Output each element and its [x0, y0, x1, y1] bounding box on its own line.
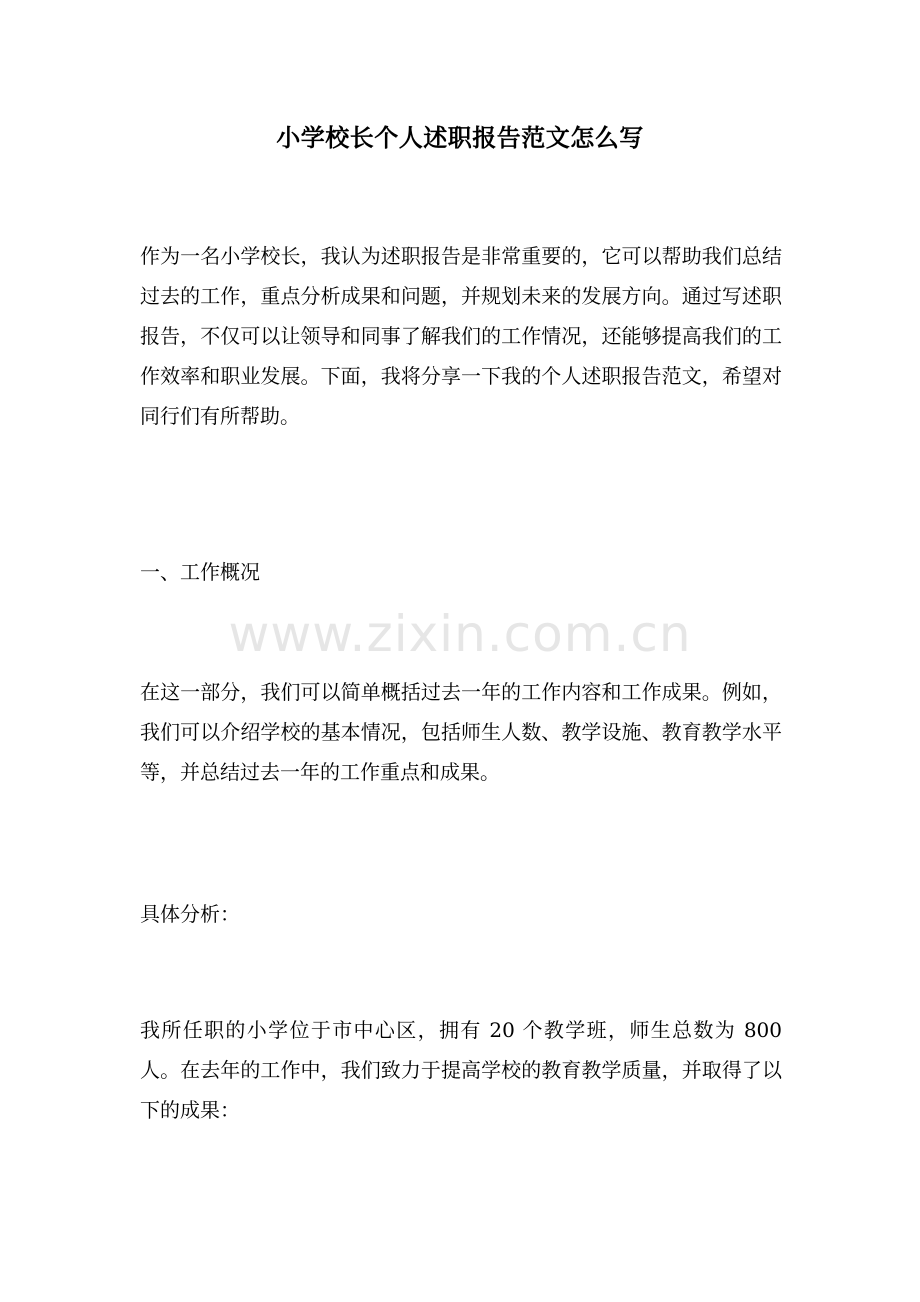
watermark-text: www.zixin.com.cn	[228, 605, 692, 663]
section1-heading: 一、工作概况	[140, 560, 260, 584]
analysis-heading: 具体分析：	[140, 902, 240, 926]
intro-paragraph: 作为一名小学校长，我认为述职报告是非常重要的，它可以帮助我们总结过去的工作，重点分析成果和问题，并规划未来的发展方向。通过写述职报告，不仅可以让领导和同事了解我们的工作情况，还能够提高我们的工作效率和职业发展。下面，我将分享一下我的个人述职报告范文，希望对同行们有所帮助。	[140, 244, 782, 428]
section1-body: 在这一部分，我们可以简单概括过去一年的工作内容和工作成果。例如，我们可以介绍学校的基本情况，包括师生人数、教学设施、教育教学水平等，并总结过去一年的工作重点和成果。	[140, 680, 782, 784]
analysis-body: 我所任职的小学位于市中心区，拥有 20 个教学班，师生总数为 800 人。在去年的工作中，我们致力于提高学校的教育教学质量，并取得了以下的成果：	[140, 1018, 782, 1122]
document-title: 小学校长个人述职报告范文怎么写	[276, 123, 644, 152]
